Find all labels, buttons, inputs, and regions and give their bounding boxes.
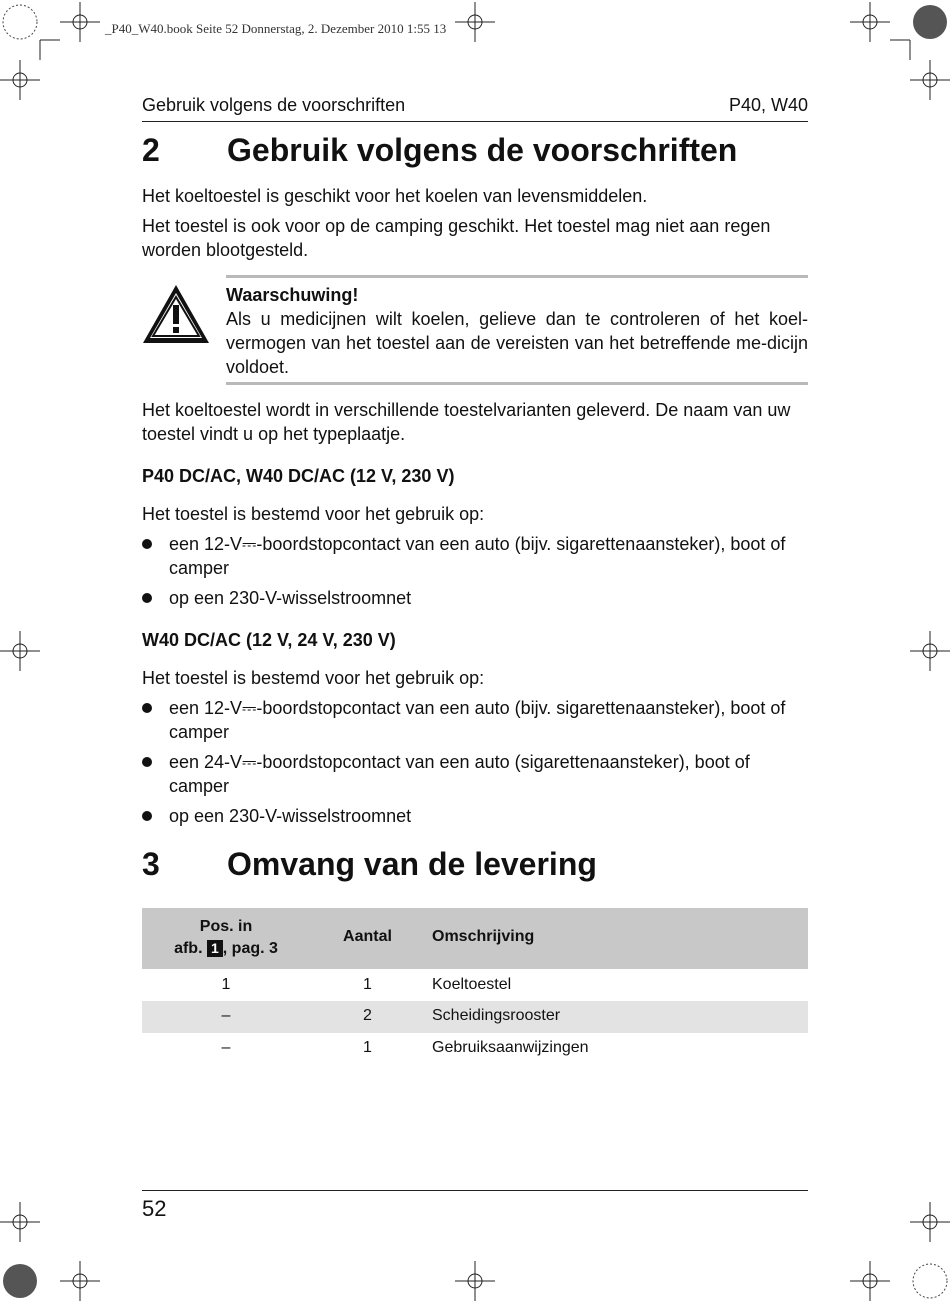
table-row: – 2 Scheidingsrooster <box>142 1001 808 1033</box>
warning-triangle-icon <box>141 283 211 345</box>
bullet-icon <box>142 703 152 713</box>
bullet-icon <box>142 757 152 767</box>
section-2-heading <box>142 132 737 169</box>
header-rule <box>142 121 808 122</box>
variant-intro: Het toestel is bestemd voor het gebruik op: <box>142 668 485 688</box>
list-item: een 24-V⎓-boordstopcontact van een auto (sigarettenaansteker), boot of camper <box>142 750 808 798</box>
list-item: op een 230-V-wisselstroomnet <box>142 586 808 610</box>
variant-intro: Het toestel is bestemd voor het gebruik op: <box>142 504 485 524</box>
crosshair-mark-icon <box>60 2 100 42</box>
warning-bottom-rule <box>226 382 808 385</box>
list-item: op een 230-V-wisselstroomnet <box>142 804 808 828</box>
warning-block <box>226 283 808 379</box>
table-row: 1 1 Koeltoestel <box>221 976 512 993</box>
bullet-icon <box>142 593 152 603</box>
section-3-heading <box>142 846 597 883</box>
paragraph: Het koeltoestel is geschikt voor het koelen van levensmiddelen. <box>142 186 648 206</box>
running-header-title: Gebruik volgens de voorschriften <box>142 95 406 115</box>
header-description: Omschrijving <box>432 928 535 945</box>
paragraph: Het koeltoestel wordt in verschillende toestelvarianten geleverd. De naam van uw toestel vindt u op het typeplaatje. <box>142 400 791 444</box>
header-pos: Pos. in afb. 1 , pag. 3 <box>174 918 278 957</box>
bullet-icon <box>142 811 152 821</box>
warning-top-rule <box>226 275 808 278</box>
page-number: 52 <box>142 1196 167 1221</box>
section-number: 2 <box>142 132 160 168</box>
list-item: een 12-V⎓-boordstopcontact van een auto (bijv. sigarettenaansteker), boot of camper <box>142 532 808 580</box>
table-header <box>142 908 808 969</box>
table-row: – 1 Gebruiksaanwijzingen <box>221 1039 589 1056</box>
section-title: Omvang van de levering <box>227 846 597 882</box>
running-header-model: P40, W40 <box>728 95 808 115</box>
paragraph: Het toestel is ook voor op de camping geschikt. Het toestel mag niet aan regen worden blootgesteld. <box>142 216 771 260</box>
section-number: 3 <box>142 846 160 882</box>
header-count: Aantal <box>343 928 392 945</box>
variant-heading: W40 DC/AC (12 V, 24 V, 230 V) <box>142 630 396 650</box>
list-item: een 12-V⎓-boordstopcontact van een auto (bijv. sigarettenaansteker), boot of camper <box>142 696 808 744</box>
variant-heading: P40 DC/AC, W40 DC/AC (12 V, 230 V) <box>142 466 455 486</box>
footer-rule <box>142 1190 808 1191</box>
warning-title: Waarschuwing! <box>226 285 359 305</box>
bullet-icon <box>142 539 152 549</box>
delivery-table <box>142 908 808 1065</box>
warning-text: Als u medicijnen wilt koelen, gelieve dan te controleren of het koel-vermogen van het toestel aan de vereisten van het betreffende me-dicijn voldoet. <box>226 309 808 377</box>
figure-ref-badge: 1 <box>207 940 223 957</box>
print-slug: _P40_W40.book Seite 52 Donnerstag, 2. Dezember 2010 1:55 13 <box>105 21 447 36</box>
section-title: Gebruik volgens de voorschriften <box>227 132 738 168</box>
